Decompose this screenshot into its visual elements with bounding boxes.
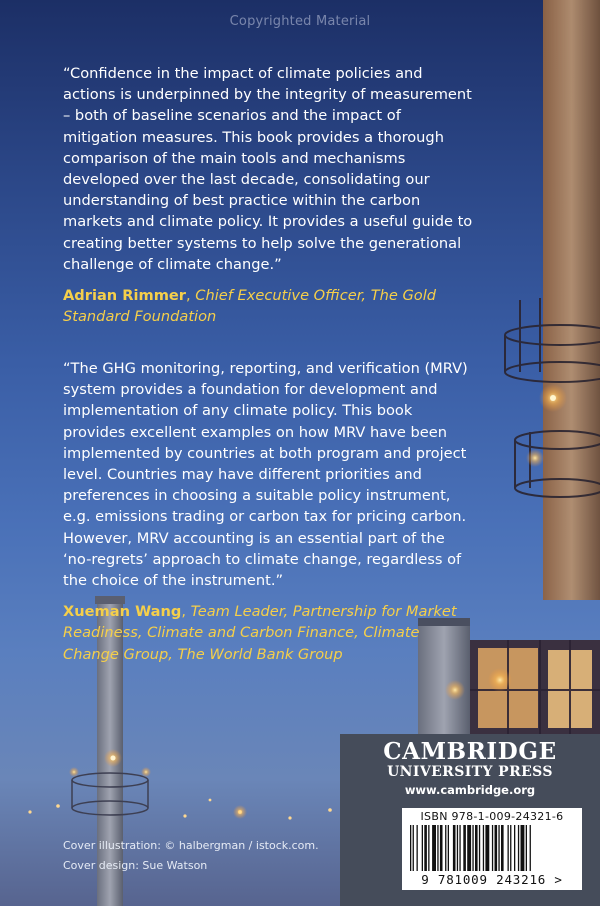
isbn-digits: 9 781009 243216 > — [421, 872, 563, 887]
endorsement-quote-1 — [63, 63, 473, 327]
publisher-name-line2: UNIVERSITY PRESS — [387, 764, 553, 780]
attribution-name: Xueman Wang — [63, 603, 182, 621]
quote-attribution: Adrian Rimmer, Chief Executive Officer, The Gold Standard Foundation — [63, 287, 437, 326]
isbn-barcode — [402, 808, 582, 890]
attribution-role: Chief Executive Officer, The Gold Standard Foundation — [63, 287, 437, 326]
endorsement-quote-2 — [63, 358, 473, 665]
publisher-name-line1: CAMBRIDGE — [383, 738, 557, 765]
cover-credits — [63, 836, 319, 876]
attribution-name: Adrian Rimmer — [63, 287, 187, 305]
publisher-website: www.cambridge.org — [404, 783, 536, 797]
isbn-label: ISBN 978-1-009-24321-6 — [420, 810, 564, 823]
quote-text: “Confidence in the impact of climate policies and actions is underpinned by the integrity of measurement – both of baseline scenarios and the impact of mitigation measures. This book provides a thorough comparison of the main tools and mechanisms developed over the last decade, consolidating our understanding of best practice within the carbon markets and climate policy. It provides a useful guide to creating better systems to help solve the generational challenge of climate change.” — [63, 65, 473, 273]
quote-attribution: Xueman Wang, Team Leader, Partnership for Market Readiness, Climate and Carbon Finance, Climate Change Group, The World Bank Group — [63, 603, 457, 663]
attribution-role: Team Leader, Partnership for Market Readiness, Climate and Carbon Finance, Climate Change Group, The World Bank Group — [63, 603, 457, 663]
cover-design-credit: Cover design: Sue Watson — [63, 859, 208, 872]
barcode-bars — [410, 825, 574, 871]
copyright-watermark: Copyrighted Material — [229, 14, 371, 29]
quote-text: “The GHG monitoring, reporting, and verification (MRV) system provides a foundation for development and implementation of any climate policy. This book provides excellent examples on how MRV have been implemented by countries at both program and project level. Countries may have different priorities and preferences in choosing a suitable policy instrument, e.g. emissions trading or carbon tax for pricing carbon. However, MRV accounting is an essential part of the ‘no-regrets’ approach to climate change, regardless of the choice of the instrument.” — [63, 360, 468, 590]
cover-illustration-credit: Cover illustration: © halbergman / istock.com. — [63, 839, 319, 852]
